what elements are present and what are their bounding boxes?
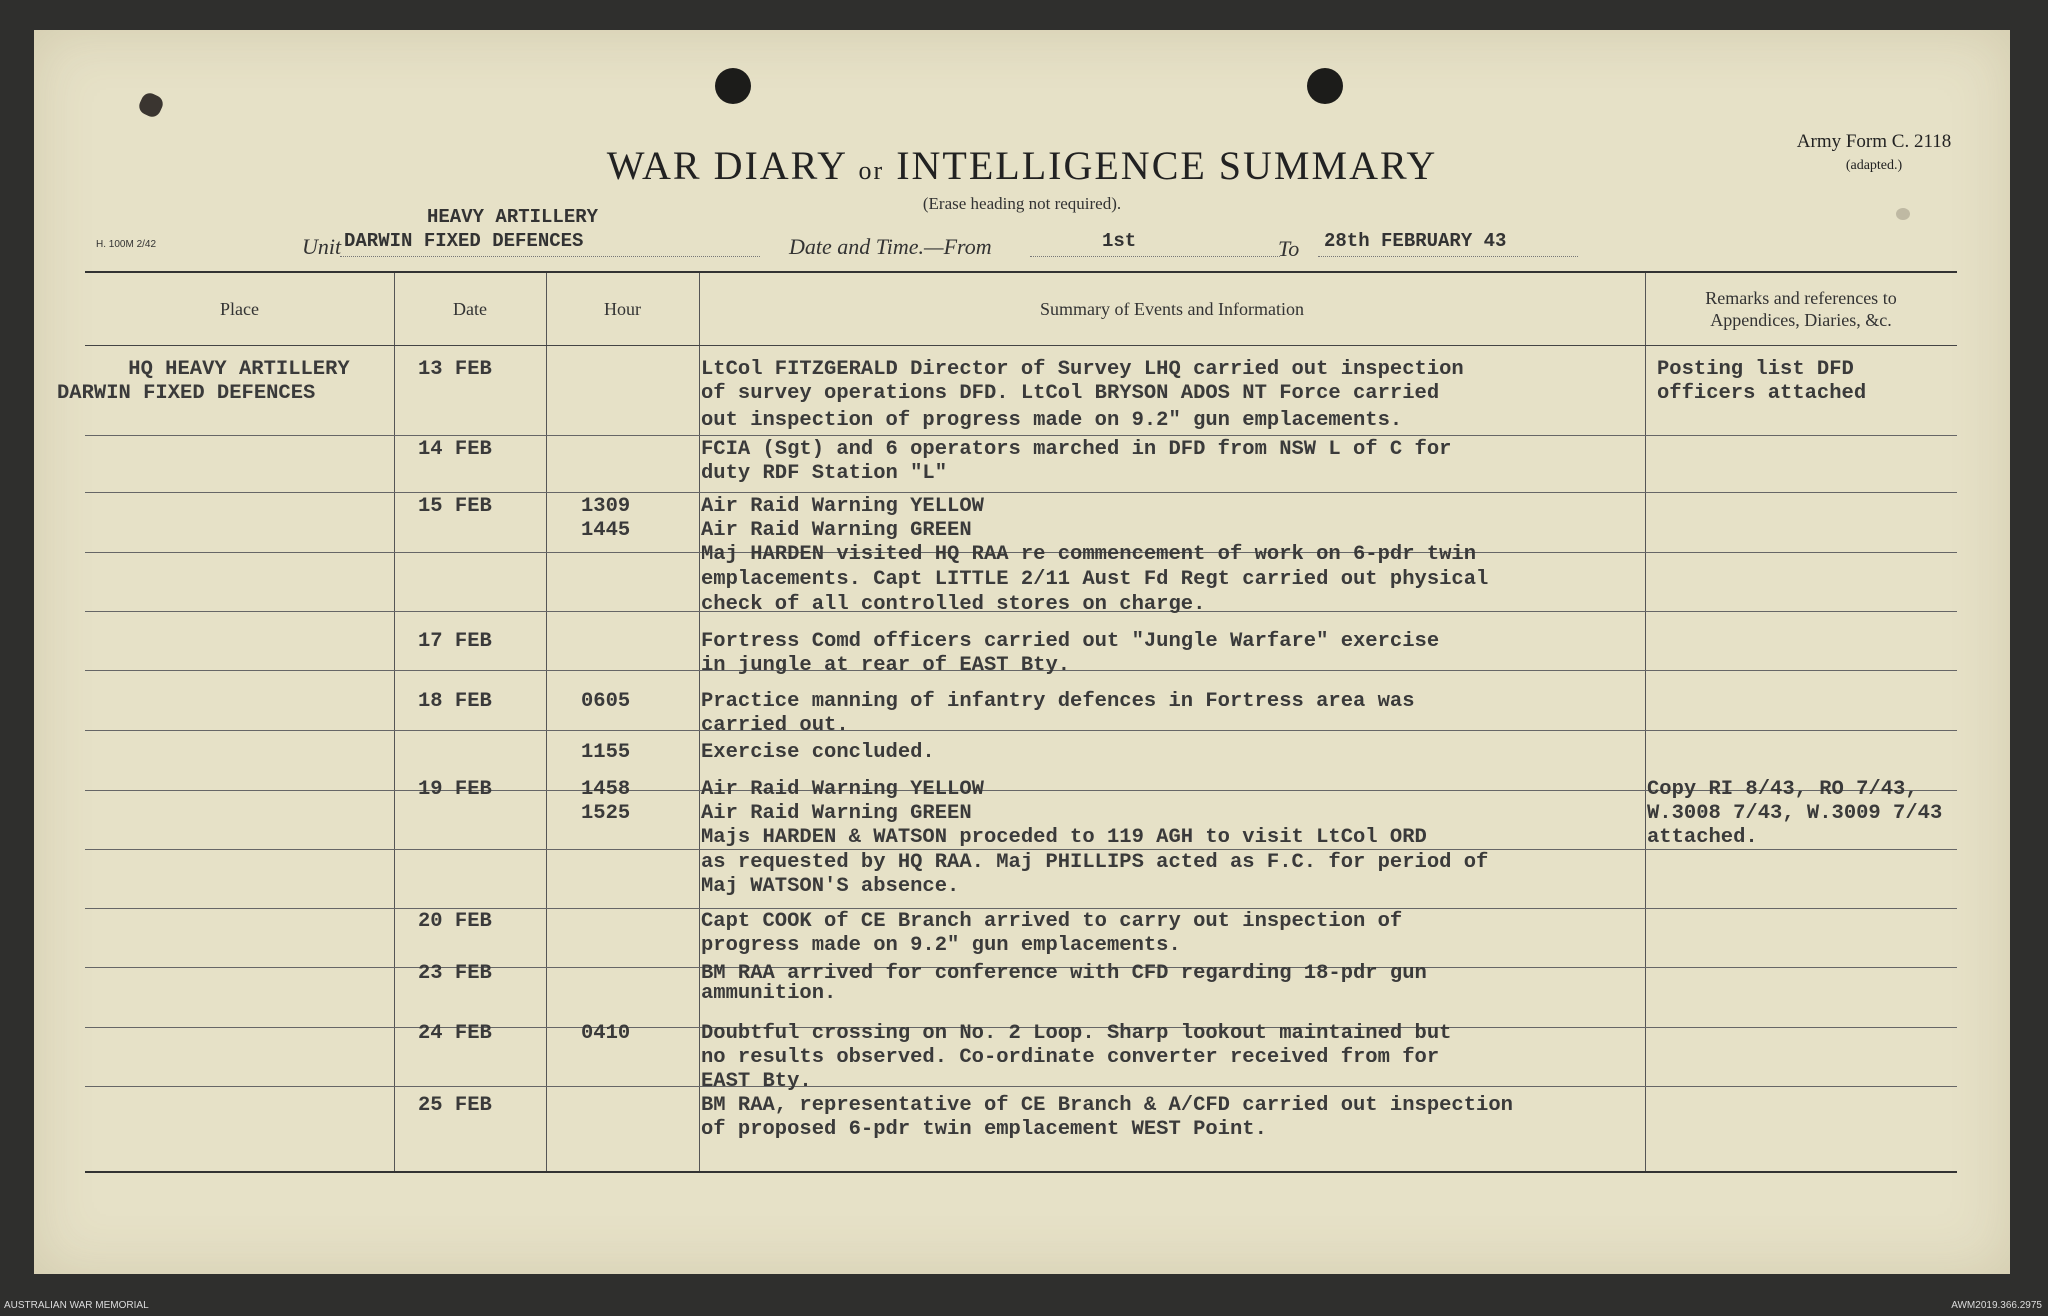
event-line: no results observed. Co-ordinate converter received from for [701, 1046, 1440, 1069]
event-line: carried out. [701, 714, 849, 737]
column-header-date: Date [453, 299, 487, 319]
event-line: Air Raid Warning GREEN [701, 802, 972, 825]
event-line: Fortress Comd officers carried out "Jungle Warfare" exercise [701, 630, 1440, 653]
remark-line: Copy RI 8/43, RO 7/43, [1647, 778, 1918, 801]
date-cell: 13 FEB [418, 358, 492, 381]
event-line: Exercise concluded. [701, 741, 935, 764]
unit-underline [340, 256, 760, 257]
footer-credit: AUSTRALIAN WAR MEMORIAL [4, 1300, 149, 1311]
punch-hole-right [1307, 68, 1343, 104]
date-cell: 24 FEB [418, 1022, 492, 1045]
row-rule [85, 908, 1957, 909]
form-print-code: H. 100M 2/42 [96, 239, 157, 250]
event-line: Air Raid Warning YELLOW [701, 495, 984, 518]
event-line: FCIA (Sgt) and 6 operators marched in DFD from NSW L of C for [701, 438, 1452, 461]
footer-accession-number: AWM2019.366.2975 [1951, 1300, 2042, 1311]
event-line: LtCol FITZGERALD Director of Survey LHQ carried out inspection [701, 358, 1464, 381]
date-time-label: Date and Time.—From [789, 234, 992, 259]
unit-line-2: DARWIN FIXED DEFENCES [344, 230, 584, 252]
event-line: of proposed 6-pdr twin emplacement WEST Point. [701, 1118, 1267, 1141]
punch-hole-left [715, 68, 751, 104]
event-line: BM RAA, representative of CE Branch & A/CFD carried out inspection [701, 1094, 1513, 1117]
column-header-hour: Hour [604, 299, 641, 319]
ink-blot [136, 90, 165, 119]
date-to-label: To [1278, 236, 1300, 261]
event-line: Doubtful crossing on No. 2 Loop. Sharp lookout maintained but [701, 1022, 1452, 1045]
date-cell: 14 FEB [418, 438, 492, 461]
diary-table [57, 271, 1957, 1173]
date-cell: 17 FEB [418, 630, 492, 653]
erase-note: (Erase heading not required). [922, 194, 1122, 213]
column-header-summary: Summary of Events and Information [1040, 299, 1304, 319]
from-underline [1030, 256, 1280, 257]
hour-cell: 1458 [581, 778, 631, 801]
place-line-1: HQ HEAVY ARTILLERY [128, 358, 350, 381]
event-line: Maj WATSON'S absence. [701, 875, 960, 898]
diary-sheet [34, 30, 2010, 1274]
hour-cell: 1155 [581, 741, 631, 764]
event-line: Practice manning of infantry defences in Fortress area was [701, 690, 1415, 713]
column-header-place: Place [220, 299, 259, 319]
form-title: WAR DIARY or INTELLIGENCE SUMMARY [606, 143, 1438, 188]
event-line: Capt COOK of CE Branch arrived to carry out inspection of [701, 910, 1403, 933]
hour-cell: 0410 [581, 1022, 631, 1045]
event-line: as requested by HQ RAA. Maj PHILLIPS acted as F.C. for period of [701, 851, 1489, 874]
column-divider [699, 273, 700, 1171]
to-underline [1318, 256, 1578, 257]
date-cell: 23 FEB [418, 962, 492, 985]
column-header-remarks: Remarks and references to Appendices, Diaries, &c. [1705, 288, 1897, 330]
date-to-value: 28th FEBRUARY 43 [1324, 230, 1507, 252]
hour-cell: 1525 [581, 802, 631, 825]
row-rule [85, 492, 1957, 493]
event-line: Maj HARDEN visited HQ RAA re commencement of work on 6-pdr twin [701, 543, 1477, 566]
event-line: emplacements. Capt LITTLE 2/11 Aust Fd Regt carried out physical [701, 568, 1489, 591]
date-cell: 15 FEB [418, 495, 492, 518]
event-line: EAST Bty. [701, 1070, 812, 1093]
date-cell: 19 FEB [418, 778, 492, 801]
remark-line: attached. [1647, 826, 1758, 849]
event-line: of survey operations DFD. LtCol BRYSON ADOS NT Force carried [701, 382, 1440, 405]
row-rule [85, 345, 1957, 346]
event-line: duty RDF Station "L" [701, 462, 948, 485]
remark-line: officers attached [1657, 382, 1867, 405]
army-form-number: Army Form C. 2118 (adapted.) [1796, 131, 1952, 173]
event-line: progress made on 9.2" gun emplacements. [701, 934, 1181, 957]
column-divider [1645, 273, 1646, 1171]
event-line: in jungle at rear of EAST Bty. [701, 654, 1071, 677]
unit-line-1: HEAVY ARTILLERY [427, 206, 599, 228]
event-line: Air Raid Warning GREEN [701, 519, 972, 542]
date-from-value: 1st [1102, 230, 1137, 252]
event-line: Air Raid Warning YELLOW [701, 778, 984, 801]
event-line: ammunition. [701, 982, 837, 1005]
row-rule [85, 1086, 1957, 1087]
event-line: Majs HARDEN & WATSON proceded to 119 AGH to visit LtCol ORD [701, 826, 1427, 849]
row-rule [85, 730, 1957, 731]
column-divider [394, 273, 395, 1171]
event-line: BM RAA arrived for conference with CFD regarding 18-pdr gun [701, 962, 1427, 985]
event-line: out inspection of progress made on 9.2" gun emplacements. [701, 409, 1403, 432]
column-divider [546, 273, 547, 1171]
date-cell: 20 FEB [418, 910, 492, 933]
event-line: check of all controlled stores on charge. [701, 593, 1206, 616]
date-cell: 25 FEB [418, 1094, 492, 1117]
hour-cell: 1309 [581, 495, 631, 518]
remark-line: Posting list DFD [1657, 358, 1854, 381]
place-line-2: DARWIN FIXED DEFENCES [57, 382, 316, 405]
hour-cell: 1445 [581, 519, 631, 542]
date-cell: 18 FEB [418, 690, 492, 713]
row-rule [85, 435, 1957, 436]
unit-label: Unit [302, 234, 342, 259]
remark-line: W.3008 7/43, W.3009 7/43 [1647, 802, 1943, 825]
hour-cell: 0605 [581, 690, 631, 713]
